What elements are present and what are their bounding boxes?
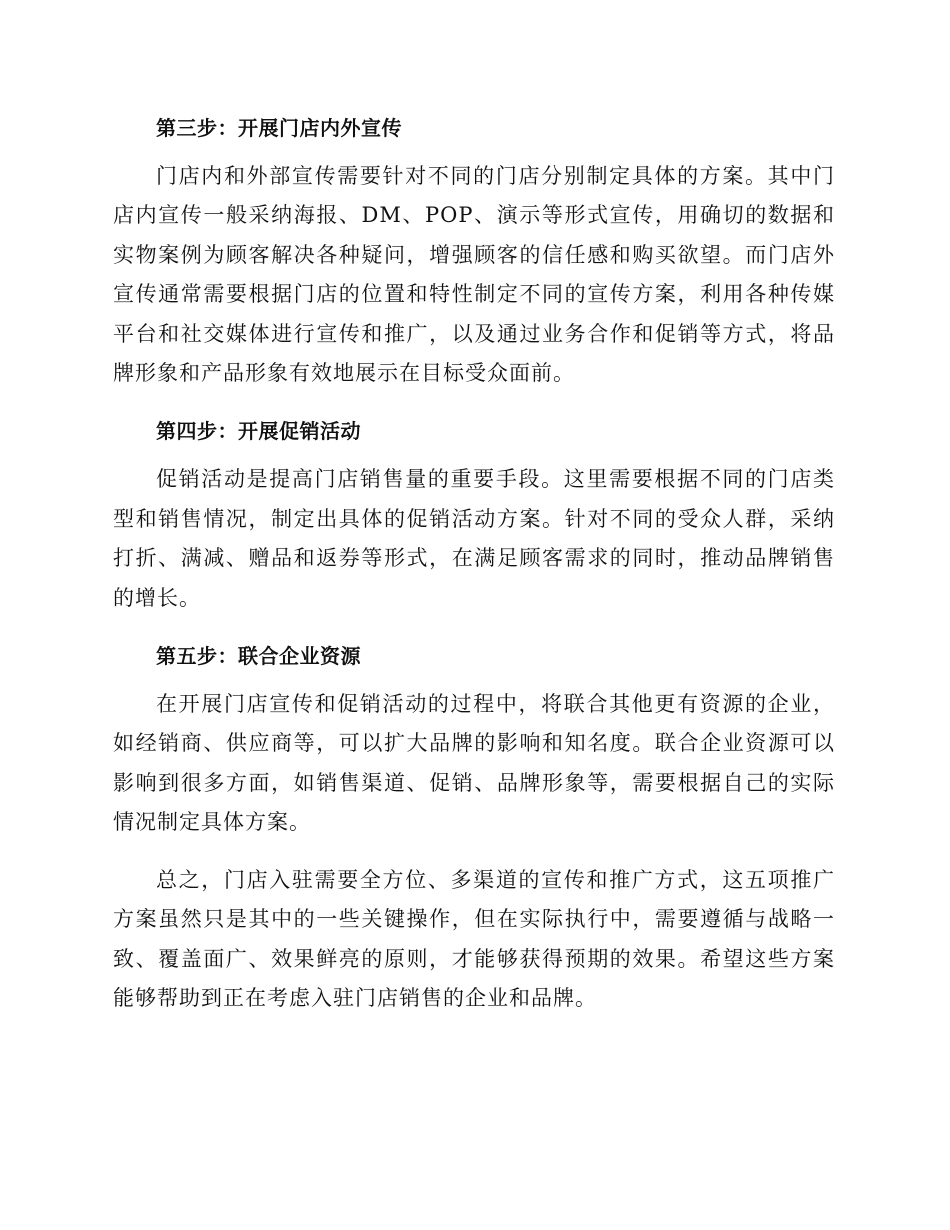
document-page — [113, 108, 835, 1018]
conclusion-paragraph: 总之，门店入驻需要全方位、多渠道的宣传和推广方式，这五项推广方案虽然只是其中的一些关键操作，但在实际执行中，需要遵循与战略一致、覆盖面广、效果鲜亮的原则，才能够获得预期的效果。希望这些方案能够帮助到正在考虑入驻门店销售的企业和品牌。 — [113, 867, 835, 1010]
section-paragraph-step-3: 门店内和外部宣传需要针对不同的门店分别制定具体的方案。其中门店内宣传一般采纳海报、DM、POP、演示等形式宣传，用确切的数据和实物案例为顾客解决各种疑问，增强顾客的信任感和购买欲望。而门店外宣传通常需要根据门店的位置和特性制定不同的宣传方案，利用各种传媒平台和社交媒体进行宣传和推广，以及通过业务合作和促销等方式，将品牌形象和产品形象有效地展示在目标受众面前。 — [113, 164, 835, 386]
section-heading-step-3: 第三步：开展门店内外宣传 — [156, 116, 402, 140]
section-paragraph-step-4: 促销活动是提高门店销售量的重要手段。这里需要根据不同的门店类型和销售情况，制定出具体的促销活动方案。针对不同的受众人群，采纳打折、满减、赠品和返券等形式，在满足顾客需求的同时，推动品牌销售的增长。 — [113, 467, 835, 610]
section-heading-step-5: 第五步：联合企业资源 — [156, 644, 361, 669]
section-paragraph-step-5: 在开展门店宣传和促销活动的过程中，将联合其他更有资源的企业，如经销商、供应商等，可以扩大品牌的影响和知名度。联合企业资源可以影响到很多方面，如销售渠道、促销、品牌形象等，需要根据自己的实际情况制定具体方案。 — [113, 692, 835, 835]
section-heading-step-4: 第四步：开展促销活动 — [156, 419, 361, 444]
